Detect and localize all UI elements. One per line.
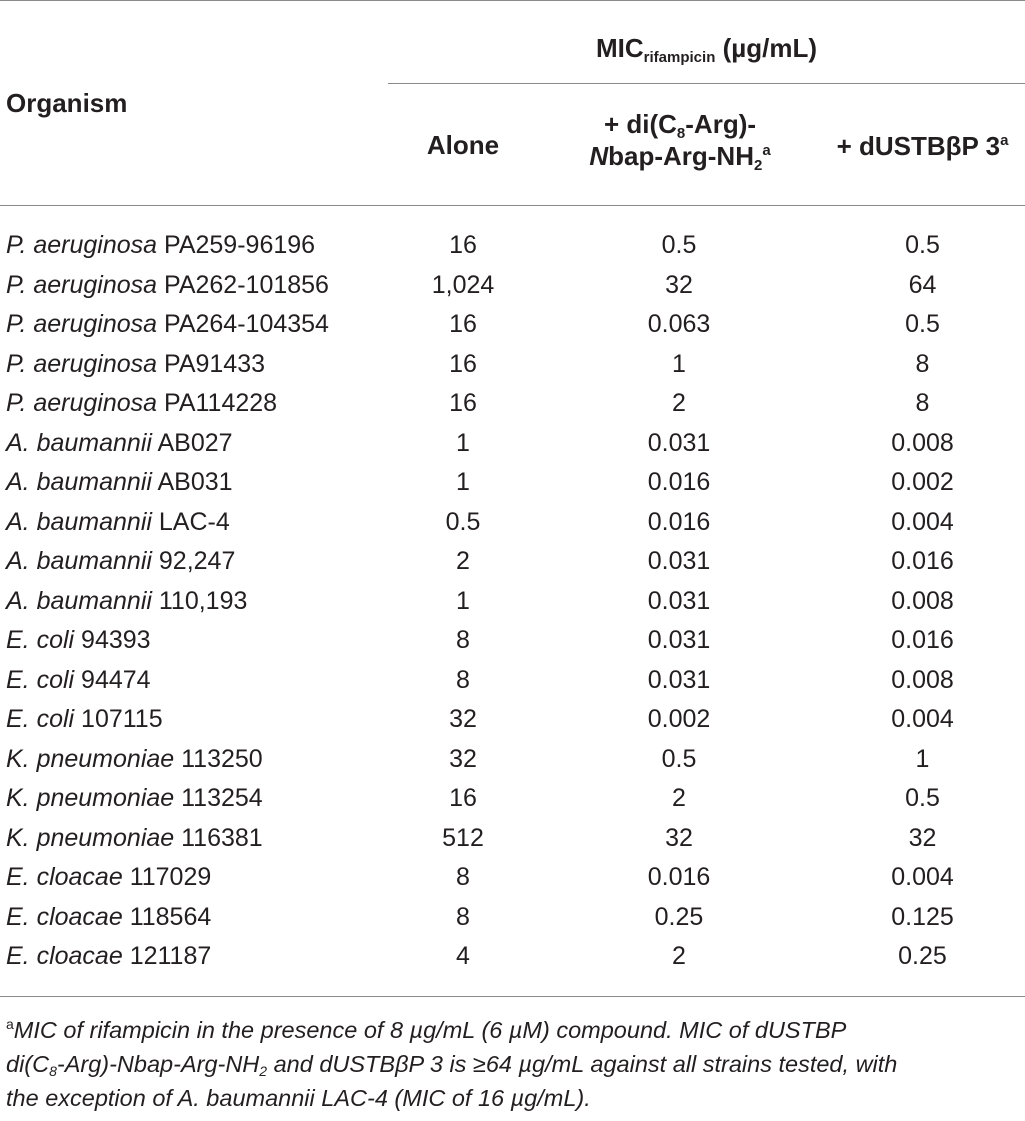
mic-dicarg-cell: 2	[672, 389, 686, 417]
genus-species: K. pneumoniae	[6, 784, 175, 812]
mic-dustb-cell: 0.5	[905, 784, 940, 812]
mic-alone-cell: 1	[456, 586, 470, 615]
mic-alone-cell: 16	[449, 231, 477, 259]
organism-cell	[0, 226, 388, 266]
mic-alone-cell: 8	[456, 626, 470, 654]
mic-alone-cell: 16	[449, 389, 477, 417]
strain-id: PA91433	[157, 349, 266, 378]
strain-id: 121187	[122, 942, 212, 970]
organism-cell	[0, 345, 388, 385]
mic-dustb-cell: 0.016	[891, 626, 954, 654]
organism-cell	[0, 819, 388, 859]
table-row	[0, 740, 1025, 780]
organism-cell	[0, 503, 388, 543]
mic-dicarg-cell: 0.031	[647, 586, 711, 615]
footnote-line-3: the exception of A. baumannii LAC-4 (MIC of 16 µg/mL).	[6, 1085, 591, 1111]
mic-alone-cell: 1,024	[431, 270, 495, 299]
genus-species: E. coli	[6, 705, 75, 733]
organism-cell	[0, 463, 388, 503]
organism-cell	[0, 779, 388, 819]
genus-species: A. baumannii	[6, 507, 152, 536]
strain-id: AB027	[151, 428, 233, 457]
mic-dicarg-cell: 0.063	[647, 310, 711, 338]
dicarg-header-line2: Nbap-$Arg-NH_2^a$	[589, 141, 771, 174]
mic-alone-cell: 32	[449, 744, 477, 773]
table-row	[0, 542, 1025, 582]
organism-cell	[0, 898, 388, 938]
mic-dustb-cell: 0.008	[891, 586, 954, 615]
mic-dicarg-cell: 0.5	[661, 231, 697, 259]
mic-alone-cell: 1	[456, 428, 470, 457]
genus-species: K. pneumoniae	[6, 823, 175, 852]
strain-id: 117029	[122, 863, 212, 891]
mic-dicarg-cell: 0.016	[647, 468, 711, 496]
mic-dicarg-cell: 0.25	[654, 902, 704, 931]
mic-dicarg-cell: 32	[665, 270, 693, 299]
mic-alone-cell: 512	[442, 823, 484, 852]
strain-id: PA259-96196	[157, 231, 316, 259]
genus-species: P. aeruginosa	[6, 310, 158, 338]
table-row	[0, 858, 1025, 898]
mic-alone-cell: 32	[449, 705, 477, 733]
mic-alone-cell: 16	[449, 310, 477, 338]
dicarg-column-header	[560, 108, 800, 172]
mic-dustb-cell: 0.004	[891, 507, 954, 536]
strain-id: 113250	[174, 744, 263, 773]
footnote-line-2: $di(C_8-Arg)-Nbap-Arg-NH_2$ and dUSTBβP 3 is ≥64 µg/mL against all strains tested, with	[6, 1051, 898, 1079]
mic-dustb-cell: 8	[915, 349, 930, 378]
mic-dicarg-cell: 0.031	[647, 547, 711, 575]
mic-dicarg-cell: 32	[665, 823, 693, 852]
mic-dustb-cell: 0.5	[905, 231, 940, 259]
mic-dicarg-cell: 0.031	[647, 626, 711, 654]
strain-id: 118564	[122, 902, 212, 931]
mic-dicarg-cell: 0.5	[661, 744, 697, 773]
table-bottom-rule	[0, 996, 1025, 997]
footnote-line-1: $^a$MIC of rifampicin in the presence of 8 µg/mL (6 µM) compound. MIC of dUSTBP	[6, 1016, 847, 1043]
table-row	[0, 937, 1025, 977]
mic-dicarg-cell: 0.016	[647, 863, 711, 891]
organism-cell	[0, 424, 388, 464]
genus-species: E. coli	[6, 665, 75, 694]
organism-cell	[0, 266, 388, 306]
strain-id: 94474	[74, 665, 151, 694]
mic-alone-cell: 4	[456, 942, 470, 970]
genus-species: A. baumannii	[6, 547, 152, 575]
genus-species: P. aeruginosa	[6, 270, 158, 299]
table-row	[0, 266, 1025, 306]
table-row	[0, 424, 1025, 464]
mic-dustb-cell: 8	[915, 389, 930, 417]
mic-dustb-cell: 0.25	[898, 942, 947, 970]
genus-species: K. pneumoniae	[6, 744, 175, 773]
mic-dustb-cell: 0.004	[891, 705, 954, 733]
organism-cell	[0, 384, 388, 424]
strain-id: 107115	[74, 705, 163, 733]
strain-id: 113254	[174, 784, 263, 812]
organism-cell	[0, 858, 388, 898]
strain-id: AB031	[151, 468, 233, 496]
genus-species: A. baumannii	[6, 468, 152, 496]
mic-unit: (µg/mL)	[715, 33, 817, 63]
organism-cell	[0, 621, 388, 661]
table-row	[0, 779, 1025, 819]
genus-species: E. coli	[6, 626, 75, 654]
mic-dicarg-cell: 0.031	[647, 665, 711, 694]
mic-dustb-cell: 0.016	[891, 547, 954, 575]
mic-dustb-cell: 1	[915, 744, 930, 773]
mic-alone-cell: 8	[456, 665, 470, 694]
table-row	[0, 582, 1025, 622]
organism-column-header: Organism	[6, 88, 128, 118]
table-row	[0, 463, 1025, 503]
mic-dustb-cell: 0.002	[891, 468, 954, 496]
mic-dustb-cell: 0.125	[891, 902, 954, 931]
mic-dicarg-cell: 2	[672, 784, 686, 812]
genus-species: E. cloacae	[6, 942, 123, 970]
header-bottom-rule	[0, 205, 1025, 206]
genus-species: E. cloacae	[6, 902, 123, 931]
mic-dustb-cell: 32	[908, 823, 937, 852]
table-row	[0, 898, 1025, 938]
mic-alone-cell: 16	[449, 349, 477, 378]
strain-id: PA262-101856	[157, 270, 329, 299]
organism-cell	[0, 740, 388, 780]
table-top-rule	[0, 0, 1025, 1]
mic-alone-cell: 2	[456, 547, 470, 575]
mic-dicarg-cell: 2	[672, 942, 686, 970]
organism-cell	[0, 937, 388, 977]
alone-column-header: Alone	[426, 130, 500, 160]
strain-id: PA114228	[157, 389, 278, 417]
table-row	[0, 700, 1025, 740]
mic-alone-cell: 8	[456, 902, 470, 931]
strain-id: 94393	[74, 626, 151, 654]
genus-species: A. baumannii	[6, 428, 152, 457]
organism-cell	[0, 542, 388, 582]
mic-alone-cell: 8	[456, 863, 470, 891]
table-row	[0, 305, 1025, 345]
strain-id: 116381	[174, 823, 263, 852]
genus-species: P. aeruginosa	[6, 389, 158, 417]
table-row	[0, 661, 1025, 701]
strain-id: PA264-104354	[157, 310, 329, 338]
genus-species: P. aeruginosa	[6, 349, 158, 378]
strain-id: LAC-4	[151, 507, 230, 536]
mic-header-rule	[388, 83, 1025, 84]
mic-alone-cell: 16	[449, 784, 477, 812]
mic-dicarg-cell: 1	[672, 349, 686, 378]
strain-id: 110,193	[151, 586, 248, 615]
organism-cell	[0, 305, 388, 345]
mic-alone-cell: 1	[456, 468, 470, 496]
table-row	[0, 819, 1025, 859]
mic-dicarg-cell: 0.016	[647, 507, 711, 536]
mic-dustb-cell: 0.008	[891, 665, 954, 694]
mic-rifampicin-header	[388, 32, 1025, 64]
organism-cell	[0, 661, 388, 701]
table-row	[0, 503, 1025, 543]
genus-species: A. baumannii	[6, 586, 152, 615]
genus-species: P. aeruginosa	[6, 231, 158, 259]
mic-dustb-cell: 0.5	[905, 310, 940, 338]
organism-cell	[0, 700, 388, 740]
mic-dustb-cell: 64	[908, 270, 937, 299]
table-row	[0, 345, 1025, 385]
mic-dustb-cell: 0.008	[891, 428, 954, 457]
mic-dicarg-cell: 0.031	[647, 428, 711, 457]
table-row	[0, 226, 1025, 266]
mic-subscript: rifampicin	[643, 49, 716, 66]
table-footnote	[6, 1013, 1016, 1115]
mic-dicarg-cell: 0.002	[647, 705, 711, 733]
dicarg-header-line1: + $di(C_8-Arg)-$	[603, 109, 757, 142]
table-row	[0, 384, 1025, 424]
table-body	[0, 226, 1025, 977]
strain-id: 92,247	[151, 547, 236, 575]
dustb-column-header: + dUSTBβP 3$^a$	[836, 131, 1009, 161]
mic-table	[0, 226, 1025, 977]
mic-dustb-cell: 0.004	[891, 863, 954, 891]
genus-species: E. cloacae	[6, 863, 123, 891]
mic-alone-cell: 0.5	[445, 507, 481, 536]
mic-label: MIC	[596, 33, 644, 63]
table-row	[0, 621, 1025, 661]
organism-cell	[0, 582, 388, 622]
